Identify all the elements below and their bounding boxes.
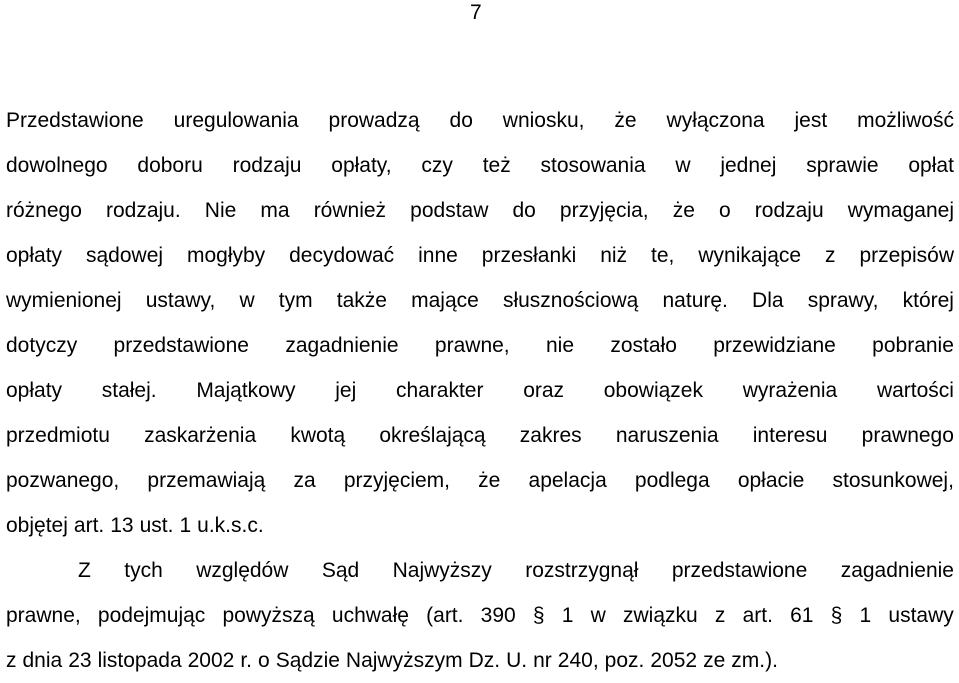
word: Przedstawione — [6, 109, 144, 132]
word: listopada — [97, 649, 182, 672]
word: z — [825, 244, 836, 267]
word: z — [714, 604, 726, 627]
word: stałej. — [101, 379, 157, 402]
word: której — [902, 289, 954, 312]
word: 2002 — [187, 649, 235, 672]
word: w — [675, 154, 691, 177]
word: jest — [794, 109, 828, 132]
word: objętej — [6, 514, 68, 537]
word: obowiązek — [603, 379, 703, 402]
word: z — [6, 649, 17, 672]
word: decydować — [289, 244, 395, 267]
word: rodzaju — [232, 154, 302, 177]
word: sprawie — [806, 154, 879, 177]
word: § — [830, 604, 843, 627]
word: wartości — [876, 379, 954, 402]
word: prawne, — [6, 604, 81, 627]
text-line — [6, 503, 954, 548]
word: jednej — [720, 154, 777, 177]
word: art. — [742, 604, 773, 627]
word: 61 — [790, 604, 814, 627]
word: opłacie — [737, 469, 805, 492]
word: też — [482, 154, 511, 177]
word: prawnego — [861, 424, 954, 447]
text-line — [6, 548, 954, 593]
word: zostało — [610, 334, 677, 357]
word: r. — [240, 649, 253, 672]
word: ustawy — [888, 604, 954, 627]
word: apelacja — [528, 469, 607, 492]
page-number: 7 — [470, 1, 482, 24]
text-line — [6, 368, 954, 413]
word: wymaganej — [847, 199, 954, 222]
word: prowadzą — [328, 109, 420, 132]
text-line — [6, 413, 954, 458]
word: U. — [506, 649, 528, 672]
paragraph-2 — [6, 548, 954, 683]
word: (art. — [426, 604, 464, 627]
word: opłaty — [6, 244, 63, 267]
word: Nie — [204, 199, 237, 222]
word: przesłanki — [481, 244, 577, 267]
word: 13 — [110, 514, 134, 537]
word: jej — [335, 379, 357, 402]
word: zakres — [519, 424, 582, 447]
word: 2052 — [650, 649, 698, 672]
word: stosowania — [540, 154, 646, 177]
word: względów — [196, 559, 289, 582]
word: także — [336, 289, 387, 312]
word: o — [719, 199, 731, 222]
word: opłat — [908, 154, 954, 177]
word: zagadnienie — [285, 334, 399, 357]
word: wynikające — [698, 244, 802, 267]
word: za — [293, 469, 316, 492]
word: ma — [260, 199, 290, 222]
word: wniosku, — [502, 109, 585, 132]
word: podstaw — [410, 199, 489, 222]
word: że — [478, 469, 501, 492]
word: u.k.s.c. — [197, 514, 264, 537]
text-line — [6, 323, 954, 368]
word: oraz — [523, 379, 565, 402]
word: 1 — [859, 604, 872, 627]
word: powyższą — [222, 604, 315, 627]
word: podejmując — [97, 604, 206, 627]
word: Dla — [752, 289, 784, 312]
word: rodzaju — [754, 199, 824, 222]
word: również — [313, 199, 387, 222]
word: podlega — [634, 469, 710, 492]
text-line — [6, 638, 954, 683]
word: nr — [533, 649, 552, 672]
paragraph-1 — [6, 98, 954, 548]
word: charakter — [395, 379, 484, 402]
word: mogłyby — [186, 244, 266, 267]
word: rodzaju. — [105, 199, 181, 222]
word: o — [258, 649, 270, 672]
word: możliwość — [857, 109, 954, 132]
text-line — [6, 458, 954, 503]
word: przedmiotu — [6, 424, 110, 447]
text-line — [6, 593, 954, 638]
text-line — [6, 98, 954, 143]
word: zm.). — [731, 649, 778, 672]
text-line — [6, 233, 954, 278]
word: przedstawione — [113, 334, 249, 357]
word: Z — [78, 559, 91, 582]
word: dnia — [22, 649, 63, 672]
word: dowolnego — [6, 154, 108, 177]
word: Najwyższym — [345, 649, 463, 672]
word: 23 — [68, 649, 92, 672]
word: tych — [124, 559, 163, 582]
word: Najwyższy — [392, 559, 492, 582]
word: opłaty, — [331, 154, 392, 177]
word: zaskarżenia — [144, 424, 257, 447]
word: przyjęciem, — [343, 469, 451, 492]
word: interesu — [752, 424, 828, 447]
word: pozwanego, — [6, 469, 120, 492]
word: że — [614, 109, 637, 132]
word: te, — [651, 244, 675, 267]
word: do — [449, 109, 473, 132]
word: uchwałę — [331, 604, 409, 627]
word: poz. — [604, 649, 645, 672]
word: że — [672, 199, 695, 222]
word: przewidziane — [713, 334, 836, 357]
word: przemawiają — [147, 469, 266, 492]
word: ze — [703, 649, 726, 672]
word: Majątkowy — [196, 379, 296, 402]
word: wyłączona — [666, 109, 765, 132]
word: zagadnienie — [840, 559, 954, 582]
document-body — [6, 98, 954, 683]
word: kwotą — [290, 424, 346, 447]
word: nie — [545, 334, 575, 357]
word: mające — [411, 289, 479, 312]
word: 1 — [561, 604, 574, 627]
word: czy — [421, 154, 453, 177]
word: do — [512, 199, 536, 222]
word: różnego — [6, 199, 82, 222]
text-line — [6, 278, 954, 323]
word: uregulowania — [173, 109, 299, 132]
word: Sądzie — [275, 649, 340, 672]
word: 1 — [179, 514, 192, 537]
word: określającą — [379, 424, 486, 447]
text-line — [6, 143, 954, 188]
word: sądowej — [85, 244, 164, 267]
word: naturę. — [662, 289, 728, 312]
word: tym — [278, 289, 313, 312]
word: wymienionej — [6, 289, 122, 312]
word: przepisów — [859, 244, 954, 267]
word: pobranie — [872, 334, 954, 357]
word: dotyczy — [6, 334, 78, 357]
word: ust. — [139, 514, 174, 537]
word: ustawy, — [145, 289, 216, 312]
word: sprawy, — [807, 289, 879, 312]
word: rozstrzygnął — [525, 559, 639, 582]
word: art. — [73, 514, 105, 537]
word: w — [590, 604, 606, 627]
word: inne — [418, 244, 458, 267]
word: związku — [623, 604, 698, 627]
word: opłaty — [6, 379, 63, 402]
word: niż — [600, 244, 628, 267]
word: w — [239, 289, 255, 312]
word: § — [532, 604, 545, 627]
word: przedstawione — [671, 559, 808, 582]
word: przyjęcia, — [559, 199, 649, 222]
word: Dz. — [468, 649, 501, 672]
word: naruszenia — [615, 424, 719, 447]
word: doboru — [137, 154, 203, 177]
word: wyrażenia — [742, 379, 838, 402]
text-line — [6, 188, 954, 233]
word: słusznościową — [502, 289, 639, 312]
word: Sąd — [321, 559, 360, 582]
word: 240, — [557, 649, 599, 672]
word: prawne, — [434, 334, 510, 357]
word: stosunkowej, — [832, 469, 954, 492]
word: 390 — [480, 604, 516, 627]
